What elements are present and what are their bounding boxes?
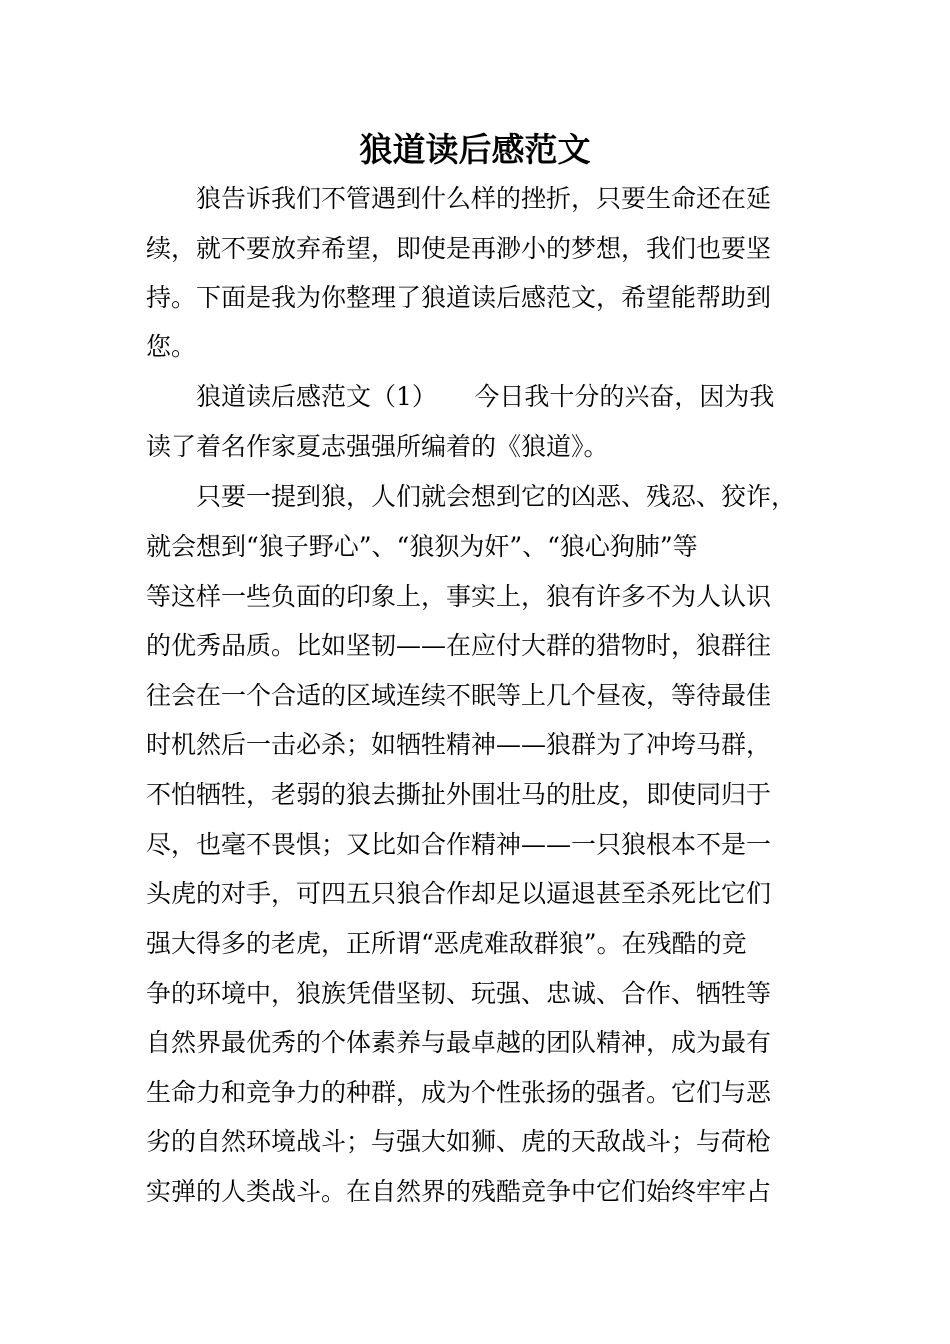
paragraph-3-line-12: 自然界最优秀的个体素养与最卓越的团队精神，成为最有 bbox=[146, 1028, 772, 1057]
paragraph-3-line-4: 的优秀品质。比如坚韧——在应付大群的猎物时，狼群往 bbox=[146, 631, 772, 660]
paragraph-3-line-2: 就会想到“狼子野心”、“狼狈为奸”、“狼心狗肺”等 bbox=[146, 532, 698, 561]
paragraph-1-line-3: 持。下面是我为你整理了狼道读后感范文，希望能帮助到 bbox=[146, 283, 772, 312]
document-title: 狼道读后感范文 bbox=[359, 130, 591, 169]
paragraph-2-line-1: 狼道读后感范文（1） 今日我十分的兴奋，因为我 bbox=[196, 382, 775, 411]
paragraph-3-line-8: 尽，也毫不畏惧；又比如合作精神——一只狼根本不是一 bbox=[146, 830, 772, 859]
paragraph-3-line-5: 往会在一个合适的区域连续不眠等上几个昼夜，等待最佳 bbox=[146, 681, 772, 710]
paragraph-2-line-2: 读了着名作家夏志强强所编着的《狼道》。 bbox=[146, 432, 609, 461]
paragraph-1-line-2: 续，就不要放弃希望，即使是再渺小的梦想，我们也要坚 bbox=[146, 234, 772, 263]
paragraph-3-line-7: 不怕牺牲，老弱的狼去撕扯外围壮马的肚皮，即使同归于 bbox=[146, 780, 772, 809]
paragraph-3-line-14: 劣的自然环境战斗；与强大如狮、虎的天敌战斗；与荷枪 bbox=[146, 1127, 772, 1156]
paragraph-1-line-1: 狼告诉我们不管遇到什么样的挫折，只要生命还在延 bbox=[196, 184, 772, 213]
paragraph-3-line-15: 实弹的人类战斗。在自然界的残酷竞争中它们始终牢牢占 bbox=[146, 1177, 772, 1206]
paragraph-3-line-11: 争的环境中，狼族凭借坚韧、玩强、忠诚、合作、牺牲等 bbox=[146, 979, 772, 1008]
paragraph-3-line-10: 强大得多的老虎，正所谓“恶虎难敌群狼”。在残酷的竞 bbox=[146, 929, 747, 958]
paragraph-3-line-1: 只要一提到狼，人们就会想到它的凶恶、残忍、狡诈， bbox=[196, 482, 797, 511]
paragraph-3-line-3: 等这样一些负面的印象上，事实上，狼有许多不为人认识 bbox=[146, 582, 772, 611]
paragraph-3-line-9: 头虎的对手，可四五只狼合作却足以逼退甚至杀死比它们 bbox=[146, 879, 772, 908]
paragraph-3-line-6: 时机然后一击必杀；如牺牲精神——狼群为了冲垮马群， bbox=[146, 730, 772, 759]
paragraph-3-line-13: 生命力和竞争力的种群，成为个性张扬的强者。它们与恶 bbox=[146, 1078, 772, 1107]
paragraph-1-line-4: 您。 bbox=[146, 332, 197, 361]
